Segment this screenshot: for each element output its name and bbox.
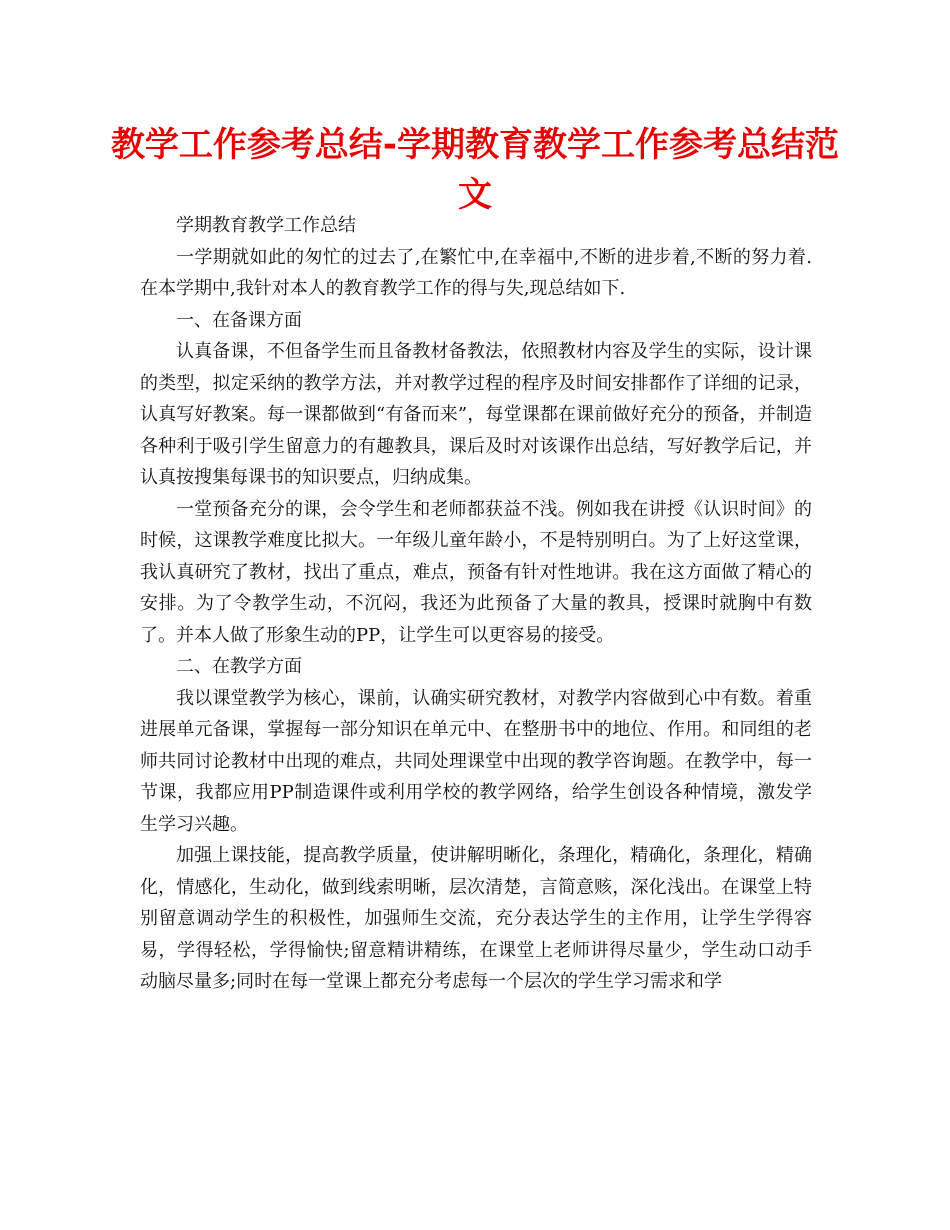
section-heading-lesson-prep: 一、在备课方面 (176, 309, 302, 331)
document-subtitle: 学期教育教学工作总结 (176, 215, 356, 236)
document-body (140, 210, 812, 998)
teaching-paragraph-2: 加强上课技能，提高教学质量，使讲解明晰化，条理化，精确化，条理化，精确化，情感化，生动化，做到线索明晰，层次清楚，言简意赅，深化浅出。在课堂上特别留意调动学生的积极性，加强师生交流，充分表达学生的主作用，让学生学得容易，学得轻松，学得愉快;留意精讲精练，在课堂上老师讲得尽量少，学生动口动手动脑尽量多;同时在每一堂课上都充分考虑每一个层次的学生学习需求和学 (140, 845, 812, 992)
lesson-prep-paragraph-1: 认真备课，不但备学生而且备教材备教法，依照教材内容及学生的实际，设计课的类型，拟定采纳的教学方法，并对教学过程的程序及时间安排都作了详细的记录，认真写好教案。每一课都做到“有备而来”，每堂课都在课前做好充分的预备，并制造各种利于吸引学生留意力的有趣教具，课后及时对该课作出总结，写好教学后记，并认真按搜集每课书的知识要点，归纳成集。 (140, 341, 812, 488)
document-title: 教学工作参考总结-学期教育教学工作参考总结范文 (110, 125, 840, 215)
section-heading-teaching: 二、在教学方面 (176, 656, 302, 677)
teaching-paragraph-1: 我以课堂教学为核心，课前，认确实研究教材，对教学内容做到心中有数。着重进展单元备课，掌握每一部分知识在单元中、在整册书中的地位、作用。和同组的老师共同讨论教材中出现的难点，共同处理课堂中出现的教学咨询题。在教学中，每一节课，我都应用PP制造课件或利用学校的教学网络，给学生创设各种情境，激发学生学习兴趣。 (140, 687, 812, 835)
lesson-prep-paragraph-2: 一堂预备充分的课，会令学生和老师都获益不浅。例如我在讲授《认识时间》的时候，这课教学难度比拟大。一年级儿童年龄小，不是特别明白。为了上好这堂课，我认真研究了教材，找出了重点，难点，预备有针对性地讲。我在这方面做了精心的安排。为了令教学生动，不沉闷，我还为此预备了大量的教具，授课时就胸中有数了。并本人做了形象生动的PP，让学生可以更容易的接受。 (140, 498, 812, 646)
intro-paragraph: 一学期就如此的匆忙的过去了,在繁忙中,在幸福中,不断的进步着,不断的努力着.在本学期中,我针对本人的教育教学工作的得与失,现总结如下. (140, 246, 812, 299)
